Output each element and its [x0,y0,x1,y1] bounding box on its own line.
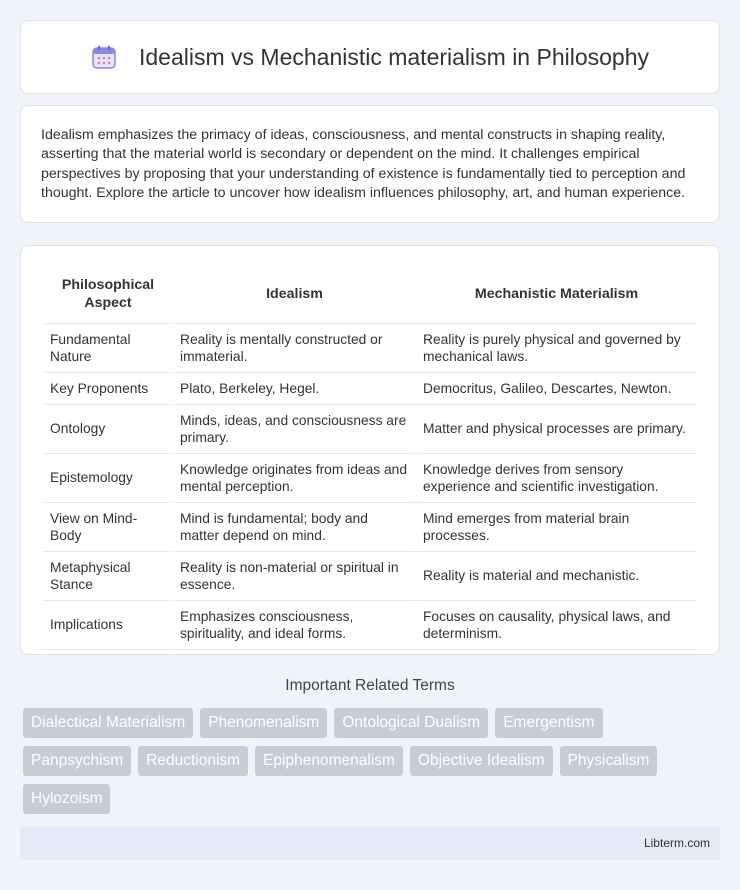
related-term-tag[interactable]: Reductionism [138,746,248,776]
row-idealism: Knowledge originates from ideas and mental perception. [174,454,415,503]
related-term-tag[interactable]: Epiphenomenalism [255,746,403,776]
related-term-tag[interactable]: Panpsychism [23,746,131,776]
title-card [20,20,720,94]
row-idealism: Reality is mentally constructed or immaterial. [174,324,415,373]
header-idealism: Idealism [174,264,415,324]
row-materialism: Democritus, Galileo, Descartes, Newton. [417,373,696,405]
row-aspect: View on Mind-Body [44,503,172,552]
header-aspect: Philosophical Aspect [44,264,172,324]
footer [20,826,720,860]
row-materialism: Focuses on causality, physical laws, and determinism. [417,601,696,650]
table-row [44,503,696,552]
row-idealism: Minds, ideas, and consciousness are primary. [174,405,415,454]
related-terms-list [23,708,713,814]
row-materialism: Reality is purely physical and governed by mechanical laws. [417,324,696,373]
table-row [44,324,696,373]
row-idealism: Emphasizes consciousness, spirituality, and ideal forms. [174,601,415,650]
related-term-tag[interactable]: Hylozoism [23,784,110,814]
table-header-row [44,264,696,324]
row-aspect: Epistemology [44,454,172,503]
page-title: Idealism vs Mechanistic materialism in Philosophy [138,43,650,70]
calendar-icon [91,44,117,70]
related-term-tag[interactable]: Phenomenalism [200,708,327,738]
row-materialism: Knowledge derives from sensory experience and scientific investigation. [417,454,696,503]
row-idealism: Reality is non-material or spiritual in essence. [174,552,415,601]
row-aspect: Key Proponents [44,373,172,405]
related-term-tag[interactable]: Physicalism [560,746,658,776]
row-aspect: Implications [44,601,172,650]
row-aspect: Metaphysical Stance [44,552,172,601]
table-row [44,373,696,405]
intro-text: Idealism emphasizes the primacy of ideas, consciousness, and mental constructs in shaping reality, asserting that the material world is secondary or dependent on the mind. It challenges empirical perspectives by proposing that your understanding of existence is fundamentally tied to perception and thought. Explore the article to uncover how idealism influences philosophy, art, and human experience. [41,127,686,202]
related-term-tag[interactable]: Emergentism [495,708,602,738]
table-row [44,601,696,650]
comparison-table [42,264,698,650]
row-idealism: Mind is fundamental; body and matter depend on mind. [174,503,415,552]
row-materialism: Matter and physical processes are primary. [417,405,696,454]
row-idealism: Plato, Berkeley, Hegel. [174,373,415,405]
row-materialism: Reality is material and mechanistic. [417,552,696,601]
header-mechanistic-materialism: Mechanistic Materialism [417,264,696,324]
related-term-tag[interactable]: Objective Idealism [410,746,553,776]
row-aspect: Ontology [44,405,172,454]
comparison-table-card [20,245,720,655]
related-term-tag[interactable]: Ontological Dualism [334,708,488,738]
table-row [44,454,696,503]
table-row [44,552,696,601]
related-term-tag[interactable]: Dialectical Materialism [23,708,193,738]
row-aspect: Fundamental Nature [44,324,172,373]
row-materialism: Mind emerges from material brain processes. [417,503,696,552]
table-row [44,405,696,454]
related-terms-title: Important Related Terms [285,677,455,694]
footer-brand-link[interactable]: Libterm.com [643,836,710,850]
intro-card [20,105,720,223]
